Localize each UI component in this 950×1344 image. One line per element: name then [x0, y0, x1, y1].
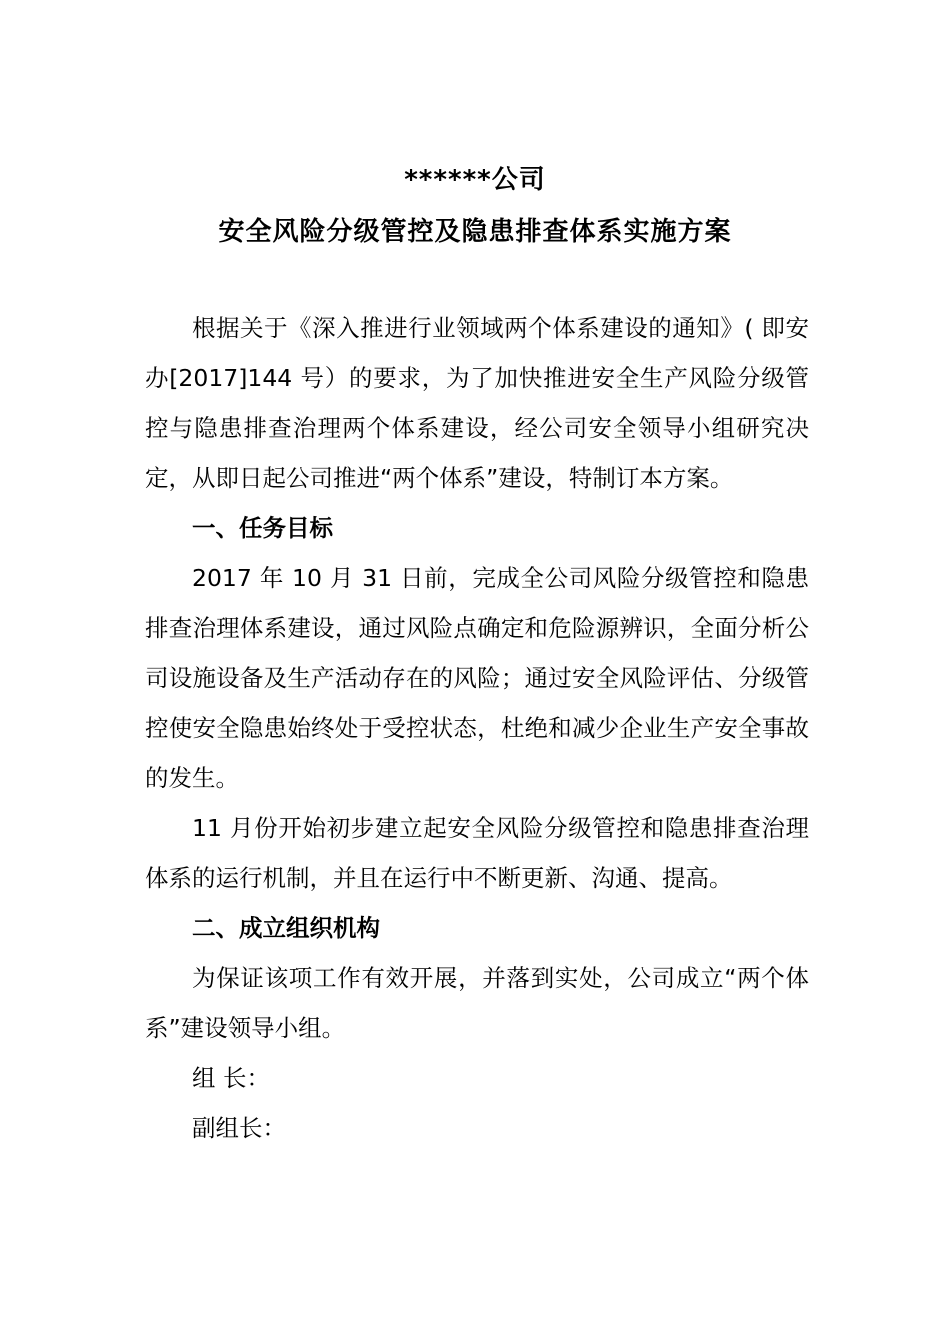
task-goals-paragraph-1: 2017 年 10 月 31 日前，完成全公司风险分级管控和隐患排查治理体系建设，通过风险点确定和危险源辨识，全面分析公司设施设备及生产活动存在的风险；通过安全风险评估、分级管控使安全隐患始终处于受控状态，杜绝和减少企业生产安全事故的发生。: [145, 564, 809, 792]
section-heading-task-goals: 一、任务目标: [192, 514, 333, 542]
task-goals-paragraph-2: 11 月份开始初步建立起安全风险分级管控和隐患排查治理体系的运行机制，并且在运行中不断更新、沟通、提高。: [145, 814, 809, 892]
document-body: [145, 303, 809, 1153]
intro-paragraph: 根据关于《深入推进行业领域两个体系建设的通知》( 即安办[2017]144 号）的要求，为了加快推进安全生产风险分级管控与隐患排查治理两个体系建设，经公司安全领导小组研究决定，从即日起公司推进“两个体系”建设，特制订本方案。: [145, 314, 809, 492]
role-deputy-leader: 副组长：: [192, 1114, 286, 1142]
role-leader: 组 长：: [192, 1064, 270, 1092]
section-heading-organization: 二、成立组织机构: [192, 914, 380, 942]
document-title: 安全风险分级管控及隐患排查体系实施方案: [218, 217, 732, 247]
organization-paragraph: 为保证该项工作有效开展，并落到实处，公司成立“两个体系”建设领导小组。: [145, 964, 809, 1042]
company-name: ******公司: [404, 165, 546, 195]
